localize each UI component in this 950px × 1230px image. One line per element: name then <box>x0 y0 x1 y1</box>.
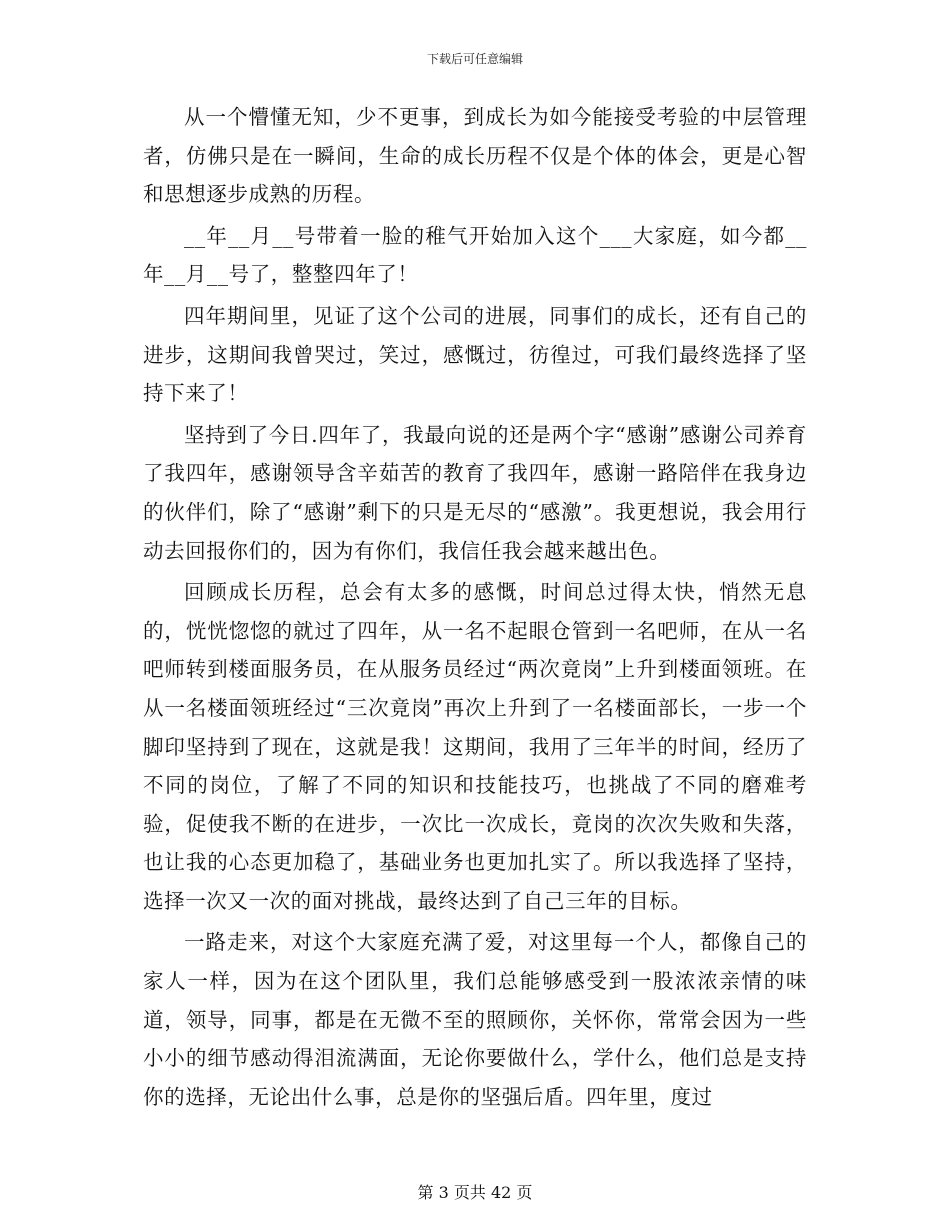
paragraph-4: 坚持到了今日.四年了，我最向说的还是两个字“感谢”感谢公司养育了我四年，感谢领导含辛茹苦的教育了我四年，感谢一路陪伴在我身边的伙伴们，除了“感谢”剩下的只是无尽的“感激”。我更想说，我会用行动去回报你们的，因为有你们，我信任我会越来越出色。 <box>143 422 807 563</box>
paragraph-5: 回顾成长历程，总会有太多的感慨，时间总过得太快，悄然无息的，恍恍惚惚的就过了四年，从一名不起眼仓管到一名吧师，在从一名吧师转到楼面服务员，在从服务员经过“两次竟岗”上升到楼面领班。在从一名楼面领班经过“三次竟岗”再次上升到了一名楼面部长，一步一个脚印坚持到了现在，这就是我！这期间，我用了三年半的时间，经历了不同的岗位，了解了不同的知识和技能技巧，也挑战了不同的磨难考验，促使我不断的在进步，一次比一次成长，竟岗的次次失败和失落，也让我的心态更加稳了，基础业务也更加扎实了。所以我选择了坚持，选择一次又一次的面对挑战，最终达到了自己三年的目标。 <box>143 580 807 913</box>
paragraph-2: __年__月__号带着一脸的稚气开始加入这个___大家庭，如今都__年__月__号了，整整四年了！ <box>143 223 807 287</box>
page-number-footer: 第 3 页共 42 页 <box>417 1183 533 1202</box>
page-header: 下载后可任意编辑 <box>426 52 523 66</box>
paragraph-3: 四年期间里，见证了这个公司的进展，同事们的成长，还有自己的进步，这期间我曾哭过，笑过，感慨过，彷徨过，可我们最终选择了坚持下来了！ <box>143 303 807 406</box>
document-body <box>143 98 807 1116</box>
paragraph-6: 一路走来，对这个大家庭充满了爱，对这里每一个人，都像自己的家人一样，因为在这个团队里，我们总能够感受到一股浓浓亲情的味道，领导，同事，都是在无微不至的照顾你，关怀你，常常会因为一些小小的细节感动得泪流满面，无论你要做什么，学什么，他们总是支持你的选择，无论出什么事，总是你的坚强后盾。四年里，度过 <box>143 930 807 1109</box>
paragraph-1: 从一个懵懂无知，少不更事，到成长为如今能接受考验的中层管理者，仿佛只是在一瞬间，生命的成长历程不仅是个体的体会，更是心智和思想逐步成熟的历程。 <box>143 105 807 207</box>
